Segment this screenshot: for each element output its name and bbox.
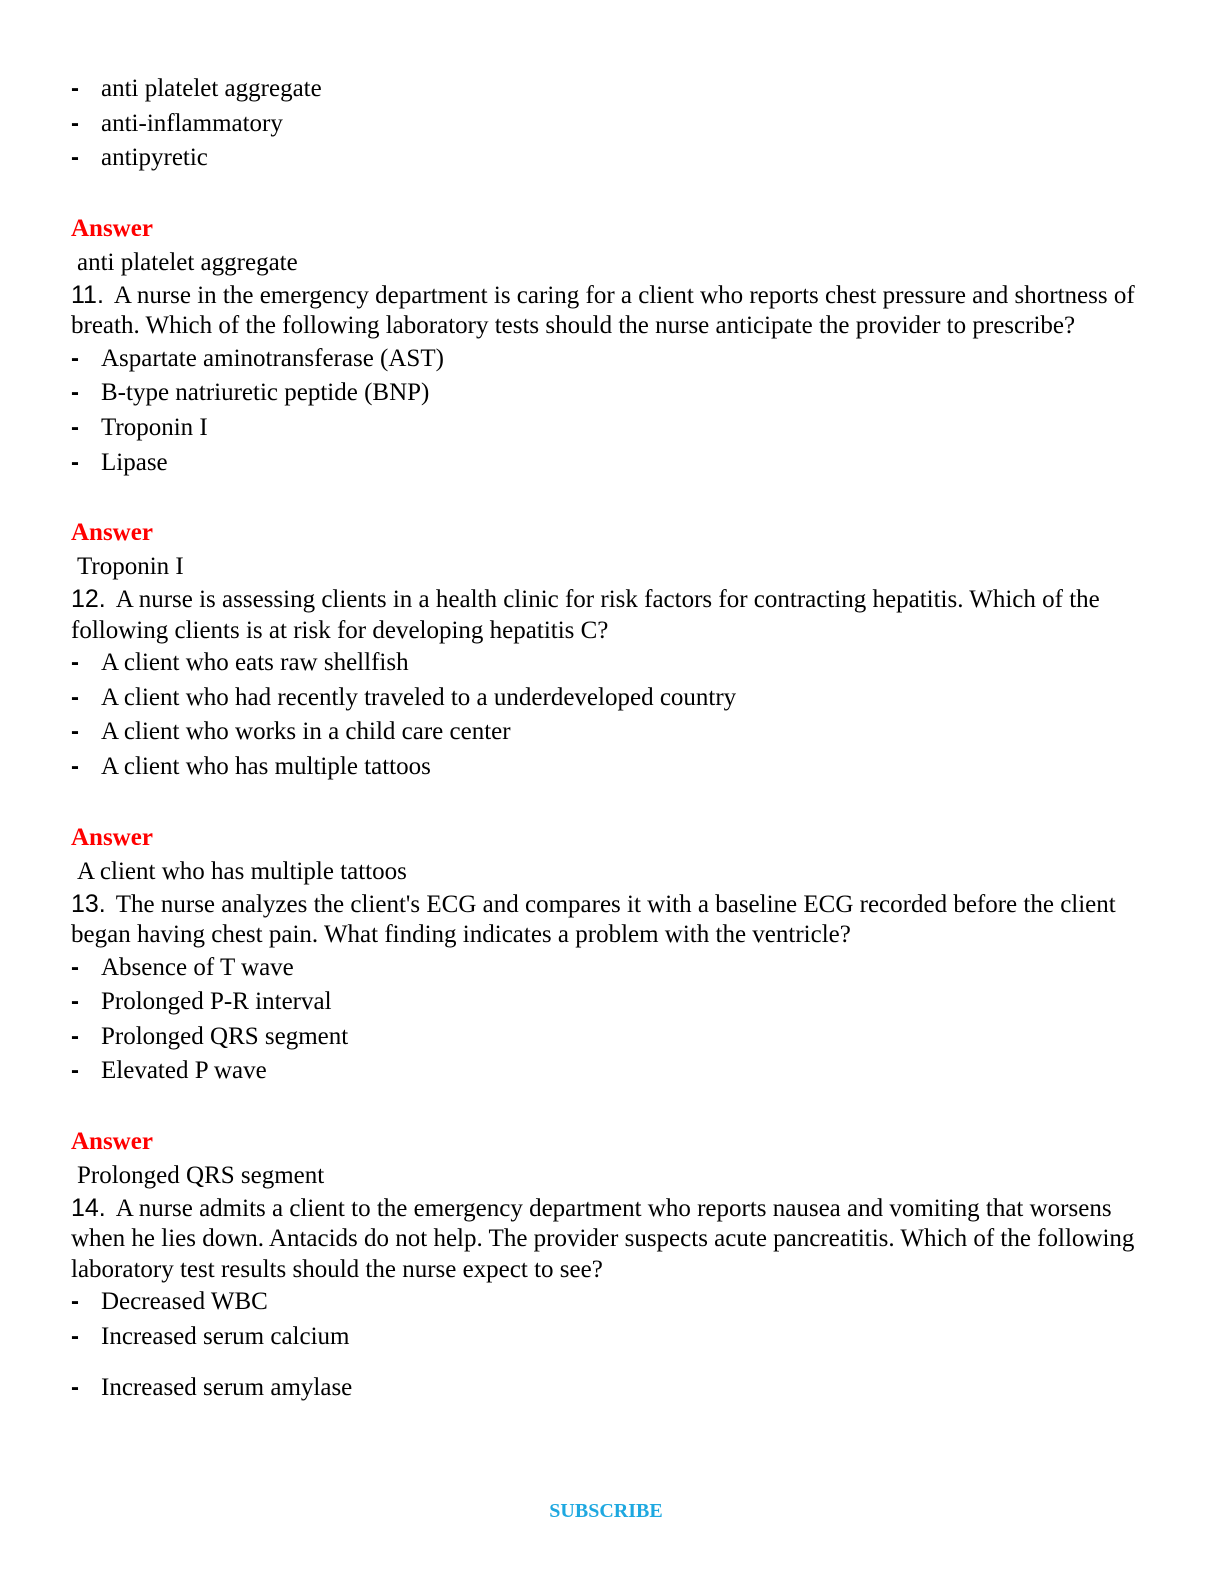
dash-bullet: -: [71, 144, 79, 172]
option-item: [71, 1371, 1161, 1406]
question-body: A nurse in the emergency department is caring for a client who reports chest pressure and shortness of breath. Which of the following laboratory tests should the nurse anticipate the provider to prescribe?: [71, 281, 1135, 340]
option-item: [71, 715, 1161, 750]
option-text: B-type natriuretic peptide (BNP): [101, 379, 430, 407]
question-text: [71, 1193, 1161, 1286]
question-number: 14.: [71, 1193, 106, 1222]
question-number: 13.: [71, 889, 106, 918]
answer-label: Answer: [71, 519, 153, 547]
dash-bullet: -: [71, 683, 79, 711]
dash-bullet: -: [71, 752, 79, 780]
question-number: 12.: [71, 585, 106, 614]
option-item: [71, 1054, 1161, 1089]
question-number: 11.: [71, 280, 104, 309]
option-item: [71, 1320, 1161, 1355]
option-text: Elevated P wave: [101, 1057, 267, 1085]
dash-bullet: -: [71, 75, 79, 102]
option-item: [71, 1020, 1161, 1055]
dash-bullet: -: [71, 1373, 79, 1401]
option-item: [71, 681, 1161, 716]
dash-bullet: -: [71, 413, 79, 441]
option-text: Decreased WBC: [101, 1288, 268, 1316]
option-text: Prolonged QRS segment: [101, 1022, 349, 1050]
option-item: [71, 107, 1161, 142]
option-text: Troponin I: [101, 413, 208, 441]
answer-label: Answer: [71, 823, 153, 851]
dash-bullet: -: [71, 953, 79, 981]
option-item: [71, 446, 1161, 481]
option-item: [71, 411, 1161, 446]
answer-label: Answer: [71, 214, 153, 242]
dash-bullet: -: [71, 1022, 79, 1050]
dash-bullet: -: [71, 649, 79, 677]
option-text: anti-inflammatory: [101, 109, 283, 137]
option-item: [71, 72, 1161, 107]
dash-bullet: -: [71, 988, 79, 1016]
option-item: [71, 1285, 1161, 1320]
dash-bullet: -: [71, 1288, 79, 1316]
answer-text: Troponin I: [77, 553, 184, 581]
dash-bullet: -: [71, 344, 79, 372]
option-text: Absence of T wave: [101, 953, 294, 981]
answer-label: Answer: [71, 1127, 153, 1155]
dash-bullet: -: [71, 1057, 79, 1085]
answer-text: A client who has multiple tattoos: [77, 857, 407, 885]
option-item: [71, 646, 1161, 681]
option-item: [71, 750, 1161, 785]
option-text: A client who has multiple tattoos: [101, 752, 431, 780]
dash-bullet: -: [71, 448, 79, 476]
document-page: [71, 72, 1161, 1405]
dash-bullet: -: [71, 109, 79, 137]
question-body: The nurse analyzes the client's ECG and compares it with a baseline ECG recorded before the client began having chest pain. What finding indicates a problem with the ventricle?: [71, 890, 1116, 949]
question-body: A nurse admits a client to the emergency department who reports nausea and vomiting that worsens when he lies down. Antacids do not help. The provider suspects acute pancreatitis. Which of the following laboratory test results should the nurse expect to see?: [71, 1194, 1135, 1283]
option-item: [71, 951, 1161, 986]
dash-bullet: -: [71, 1323, 79, 1350]
option-text: A client who had recently traveled to a underdeveloped country: [101, 683, 737, 711]
question-text: [71, 889, 1161, 951]
option-item: [71, 376, 1161, 411]
question-text: [71, 280, 1161, 342]
subscribe-link[interactable]: SUBSCRIBE: [549, 1500, 663, 1522]
answer-text: Prolonged QRS segment: [77, 1161, 325, 1189]
option-text: Prolonged P-R interval: [101, 988, 332, 1016]
question-body: A nurse is assessing clients in a health clinic for risk factors for contracting hepatitis. Which of the following clients is at risk for developing hepatitis C?: [71, 586, 1100, 644]
option-text: A client who eats raw shellfish: [101, 649, 409, 677]
option-text: Increased serum amylase: [101, 1373, 353, 1401]
option-item: [71, 141, 1161, 176]
option-text: Aspartate aminotransferase (AST): [101, 344, 444, 372]
option-text: A client who works in a child care center: [101, 718, 511, 746]
dash-bullet: -: [71, 718, 79, 746]
option-text: anti platelet aggregate: [101, 75, 322, 102]
question-text: [71, 584, 1161, 646]
option-text: Increased serum calcium: [101, 1323, 350, 1350]
option-item: [71, 985, 1161, 1020]
answer-text: anti platelet aggregate: [77, 248, 298, 276]
dash-bullet: -: [71, 379, 79, 407]
option-text: Lipase: [101, 448, 168, 476]
option-text: antipyretic: [101, 144, 208, 172]
option-item: [71, 342, 1161, 377]
